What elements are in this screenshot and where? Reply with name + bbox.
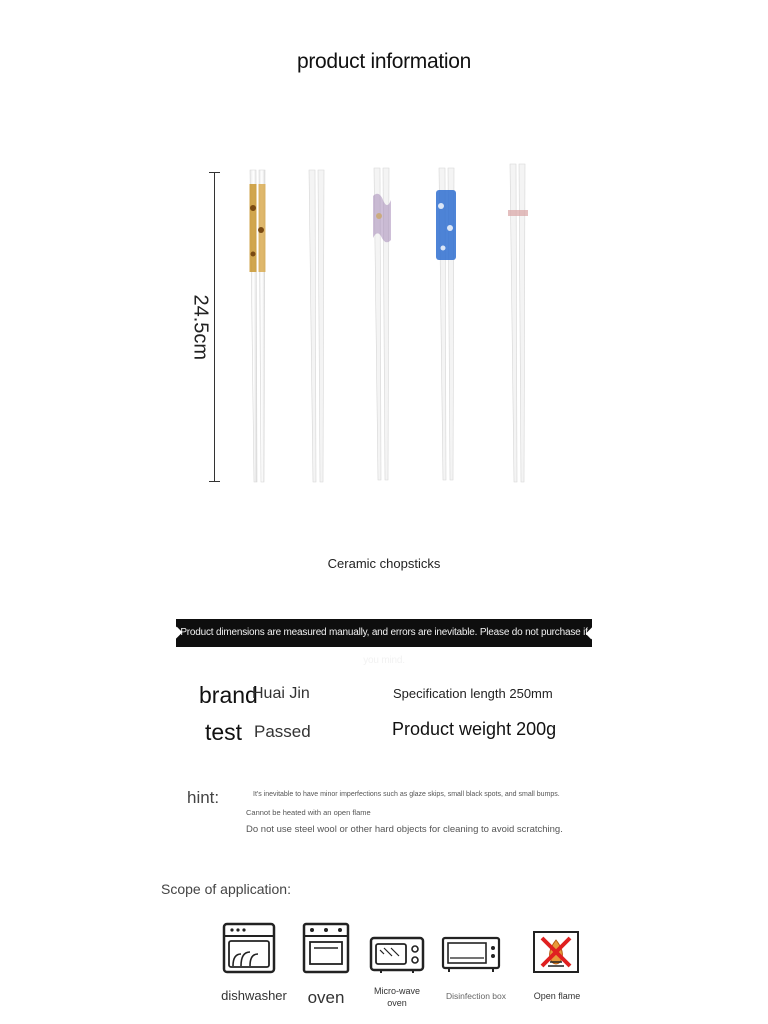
brand-value: Huai Jin xyxy=(252,685,310,702)
hint-item: Do not use steel wool or other hard objects for cleaning to avoid scratching. xyxy=(246,824,563,835)
hint-item: It's inevitable to have minor imperfections such as glaze skips, small black spots, and small bumps. xyxy=(253,791,560,798)
spec-length: Specification length 250mm xyxy=(393,686,553,701)
dishwasher-icon xyxy=(222,922,276,979)
test-value: Passed xyxy=(254,722,311,741)
chopstick-pair-blue xyxy=(435,166,459,482)
brand-label: brand xyxy=(199,682,258,708)
no-open-flame-icon xyxy=(532,930,580,979)
scope-label-dishwasher: dishwasher xyxy=(221,988,287,1003)
oven-icon xyxy=(302,922,350,979)
notice-banner: Product dimensions are measured manually, and errors are inevitable. Please do not purchase if you mind. xyxy=(176,619,592,647)
disinfection-box-icon xyxy=(441,936,501,979)
chopstick-pair-gold xyxy=(246,168,270,484)
scope-label-disinfection-box: Disinfection box xyxy=(445,991,506,1001)
microwave-icon xyxy=(369,936,425,979)
spec-weight: Product weight 200g xyxy=(392,719,557,739)
chopstick-pair-pink xyxy=(506,162,530,484)
page-title: product information xyxy=(296,50,472,73)
scope-label-microwave: Micro-wave oven xyxy=(373,986,420,1008)
product-name: Ceramic chopsticks xyxy=(327,556,441,571)
scope-label-open-flame: Open flame xyxy=(533,991,581,1001)
chopstick-pair-plain xyxy=(305,168,329,484)
test-label: test xyxy=(205,719,243,745)
scope-label-oven: oven xyxy=(307,988,345,1007)
dimension-label: 24.5cm xyxy=(189,294,212,361)
chopstick-pair-purple xyxy=(370,166,394,482)
hint-label: hint: xyxy=(187,788,220,807)
hint-item: Cannot be heated with an open flame xyxy=(246,808,371,817)
scope-title: Scope of application: xyxy=(161,881,291,897)
